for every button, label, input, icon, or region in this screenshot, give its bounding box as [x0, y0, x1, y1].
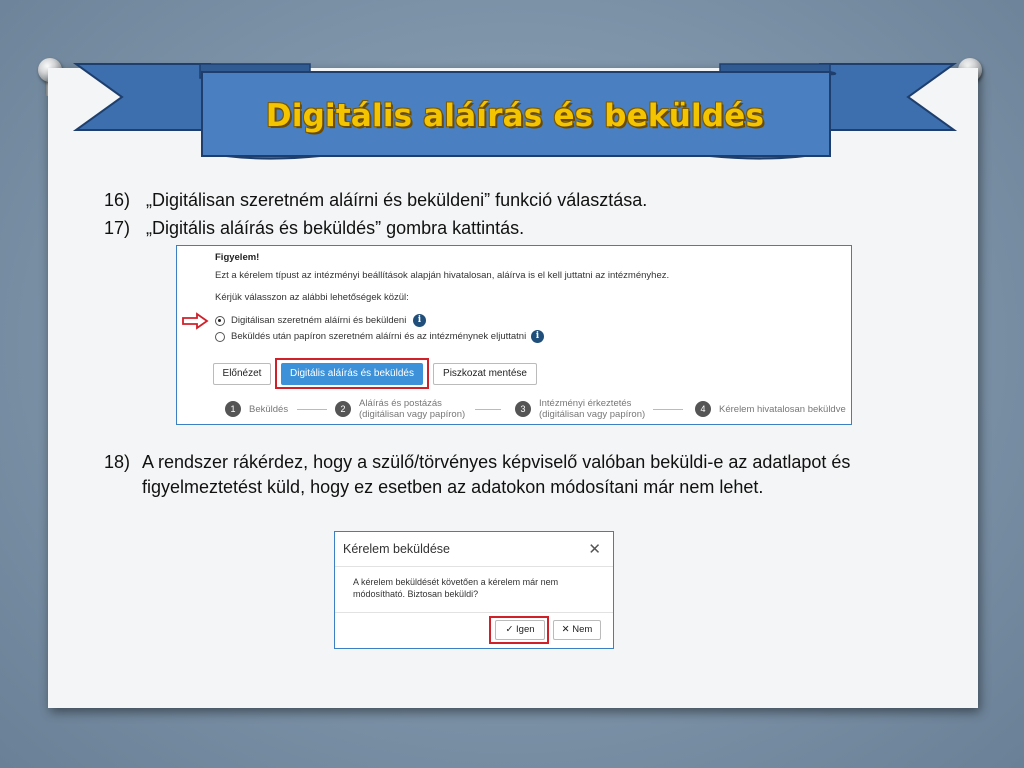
option-paper-sign-label: Beküldés után papíron szeretném aláírni és az intézménynek eljuttatni: [231, 331, 527, 342]
step-sublabel: (digitálisan vagy papíron): [359, 409, 466, 420]
step-sublabel: (digitálisan vagy papíron): [539, 409, 646, 420]
save-draft-button[interactable]: Piszkozat mentése: [433, 363, 537, 385]
no-button[interactable]: [553, 620, 601, 640]
step-circle: 4: [695, 401, 711, 417]
step-label: Kérelem hivatalosan beküldve: [719, 404, 846, 415]
choose-prompt: Kérjük válasszon az alábbi lehetőségek közül:: [215, 292, 409, 303]
step-18: [104, 450, 904, 500]
step-label: Aláírás és postázás: [359, 398, 442, 409]
warning-heading: Figyelem!: [215, 252, 260, 263]
step-circle: 1: [225, 401, 241, 417]
radio-digital-sign[interactable]: [215, 316, 225, 326]
step-label: Beküldés: [249, 404, 289, 415]
step-circle: 3: [515, 401, 531, 417]
step-number: 16): [104, 190, 131, 210]
step-number: 18): [104, 452, 131, 472]
close-x-icon: ✕: [561, 624, 570, 635]
info-icon[interactable]: i: [413, 314, 426, 327]
step-17: [104, 216, 524, 241]
step-text: „Digitálisan szeretném aláírni és beküldeni” funkció választása.: [146, 190, 648, 210]
slide-title: Digitális aláírás és beküldés: [265, 98, 765, 134]
step-text: A rendszer rákérdez, hogy a szülő/törvényes képviselő valóban beküldi-e az adatlapot és figyelmeztetést küld, hogy ez esetben az adatokon módosítani már nem lehet.: [142, 452, 851, 497]
preview-button[interactable]: Előnézet: [213, 363, 271, 385]
check-icon: ✓: [505, 624, 514, 635]
highlight-box: [275, 358, 429, 389]
yes-label: Igen: [516, 624, 535, 635]
step-text: „Digitális aláírás és beküldés” gombra kattintás.: [146, 218, 525, 238]
close-icon[interactable]: ✕: [588, 541, 601, 558]
radio-paper-sign[interactable]: [215, 332, 225, 342]
step-label: Intézményi érkeztetés: [539, 398, 632, 409]
notice-text: Ezt a kérelem típust az intézményi beállítások alapján hivatalosan, aláírva is el kell juttatni az intézményhez.: [215, 270, 670, 281]
step-number: 17): [104, 218, 131, 238]
step-16: [104, 188, 647, 213]
no-label: Nem: [572, 624, 593, 635]
highlight-box: [489, 616, 549, 644]
confirm-dialog: [334, 531, 614, 649]
digital-sign-submit-button[interactable]: Digitális aláírás és beküldés: [281, 363, 423, 385]
submission-form-screenshot: [176, 245, 852, 425]
dialog-message: A kérelem beküldését követően a kérelem már nem módosítható. Biztosan beküldi?: [353, 577, 559, 599]
info-icon[interactable]: i: [531, 330, 544, 343]
option-digital-sign-label: Digitálisan szeretném aláírni és beküldeni: [231, 315, 407, 326]
step-circle: 2: [335, 401, 351, 417]
dialog-title: Kérelem beküldése: [343, 542, 451, 556]
red-arrow-icon: [181, 312, 209, 330]
